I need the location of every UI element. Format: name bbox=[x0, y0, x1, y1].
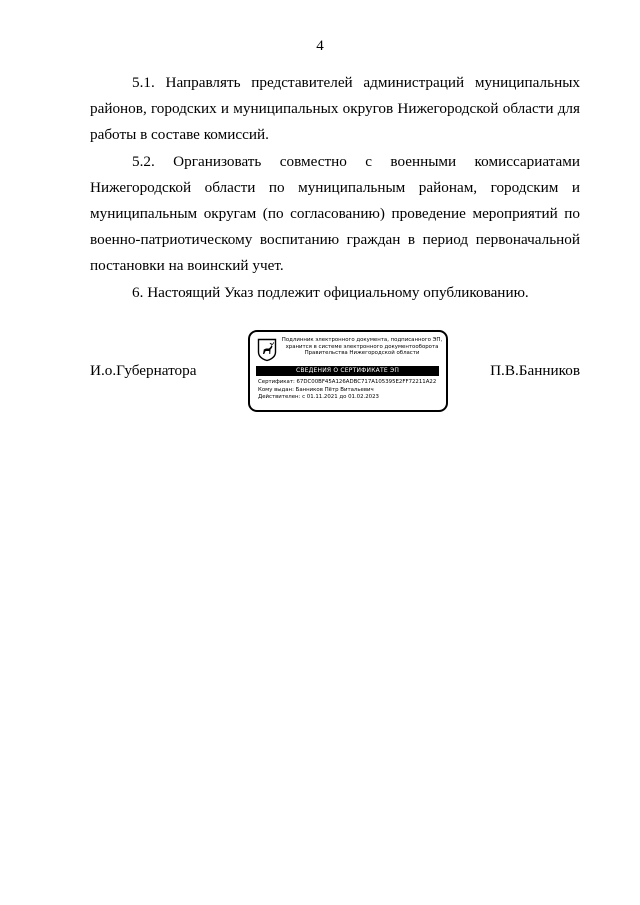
certificate-label: Сертификат: bbox=[258, 379, 295, 385]
valid-label: Действителен: bbox=[258, 394, 301, 400]
signatory-name: П.В.Банников bbox=[490, 362, 580, 379]
e-signature-stamp bbox=[248, 330, 448, 412]
decree-body bbox=[90, 70, 580, 306]
valid-period-line bbox=[258, 394, 442, 402]
issued-to-label: Кому выдан: bbox=[258, 386, 294, 393]
stamp-certificate-details bbox=[258, 379, 442, 402]
stamp-header-text: Подлинник электронного документа, подписанного ЭП, хранится в системе электронного документооборота Правительства Нижегородской области bbox=[281, 337, 443, 357]
paragraph-5-2: 5.2. Организовать совместно с военными комиссариатами Нижегородской области по муниципальным районам, городским и муниципальным округам (по согласованию) проведение мероприятий по военно-патриотическому воспитанию граждан в период первоначальной постановки на воинский учет. bbox=[90, 152, 580, 275]
page-number: 4 bbox=[316, 38, 324, 54]
deer-emblem-icon bbox=[257, 338, 277, 362]
paragraph-5-1: 5.1. Направлять представителей администраций муниципальных районов, городских и муниципальных округов Нижегородской области для работы в составе комиссий. bbox=[90, 74, 580, 144]
valid-value: с 01.11.2021 до 01.02.2023 bbox=[302, 394, 379, 400]
certificate-line bbox=[258, 379, 442, 387]
paragraph-6: 6. Настоящий Указ подлежит официальному опубликованию. bbox=[132, 283, 529, 301]
signature-block bbox=[90, 330, 580, 414]
issued-to-line bbox=[258, 387, 442, 395]
stamp-certificate-title: СВЕДЕНИЯ О СЕРТИФИКАТЕ ЭП bbox=[256, 366, 439, 376]
certificate-value: 67DC00BF45A126ADBC717A105395E2FF72211A22 bbox=[296, 379, 437, 385]
issued-to-value: Банников Пётр Витальевич bbox=[295, 386, 374, 393]
signatory-position: И.о.Губернатора bbox=[90, 362, 197, 379]
